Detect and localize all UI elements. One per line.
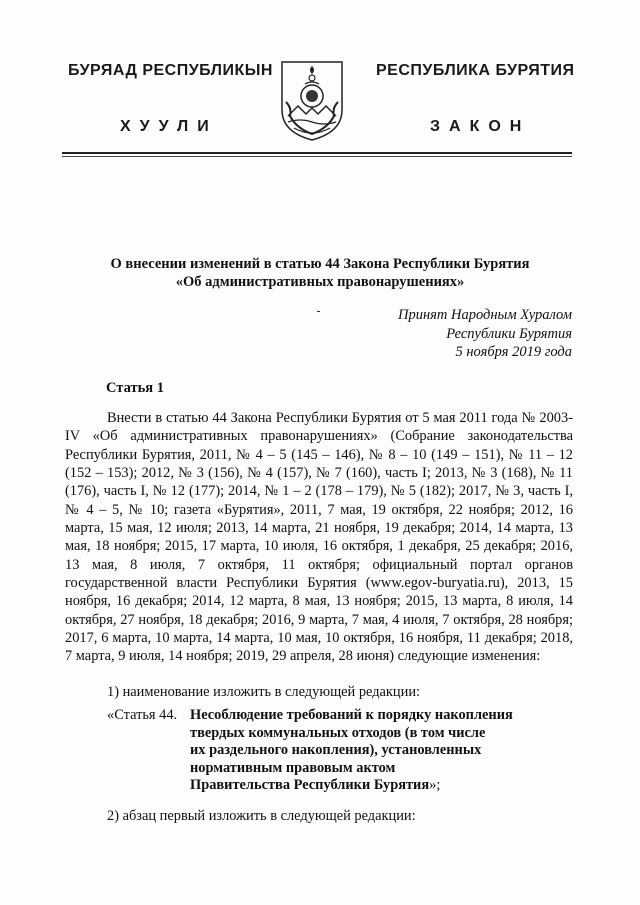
header-right-subtitle: ЗАКОН [430, 118, 531, 135]
quote-line-5-text: Правительства Республики Бурятия [190, 777, 430, 793]
article-body-paragraph: Внести в статью 44 Закона Республики Бурятия от 5 мая 2011 года № 2003-IV «Об административных правонарушениях» (Собрание законодательства Республики Бурятия, 2011, № 4 – 5 (145 – 146), № 8 – 10 (149 – 151), № 11 – 12 (152 – 153); 2012, № 3 (156), № 4 (157), № 7 (160), часть I; 2013, № 3 (168), № 11 (176), часть I, № 12 (177); 2014, № 1 – 2 (178 – 179), № 5 (182); 2017, № 3, часть I, № 4 – 5, № 10; газета «Бурятия», 2011, 7 мая, 19 октября, 22 ноября; 2012, 16 марта, 15 мая, 12 июля; 2013, 14 марта, 21 ноября, 19 декабря; 2014, 14 марта, 13 мая, 18 ноября; 2015, 17 марта, 10 июля, 16 октября, 1 декабря, 25 декабря; 2016, 13 мая, 8 июля, 7 октября, 11 октября; официальный портал органов государственной власти Республики Бурятия (www.egov-buryatia.ru), 2013, 15 ноября, 16 декабря; 2014, 12 марта, 8 мая, 13 ноября; 2015, 13 марта, 8 июля, 14 октября, 27 ноября, 18 декабря; 2016, 9 марта, 7 мая, 4 июля, 7 октября, 28 ноября; 2017, 6 марта, 10 марта, 14 марта, 10 мая, 10 октября, 16 ноября, 11 декабря; 2018, 7 марта, 9 июля, 14 ноября; 2019, 29 апреля, 28 июня) следующие изменения: [65, 410, 573, 665]
adoption-date: 5 ноября 2019 года [455, 344, 572, 360]
quote-line-1: Несоблюдение требований к порядку накопления [190, 707, 513, 723]
quoted-article-prefix: «Статья 44. [107, 707, 178, 723]
adoption-line1: Принят Народным Хуралом [397, 307, 572, 323]
article-heading: Статья 1 [106, 380, 164, 396]
law-title-line2: «Об административных правонарушениях» [175, 274, 465, 290]
quote-line-5 [190, 777, 570, 795]
law-title-line1: О внесении изменений в статью 44 Закона Республики Бурятия [110, 256, 530, 272]
header-double-rule-bottom [62, 156, 572, 157]
header-left-subtitle: ХУУЛИ [120, 118, 218, 135]
quote-line-4: нормативным правовым актом [190, 759, 396, 776]
quote-line-3: их раздельного накопления), установленных [190, 742, 482, 758]
adoption-line2: Республики Бурятия [446, 325, 572, 342]
adoption-note [300, 306, 572, 362]
quote-line-2: твердых коммунальных отходов (в том числе [190, 724, 486, 741]
header-left-title: БУРЯАД РЕСПУБЛИКЫН [68, 62, 273, 79]
header-double-rule-top [62, 152, 572, 154]
quoted-article-name [190, 707, 570, 795]
coat-of-arms-emblem [278, 58, 346, 142]
header-right-title: РЕСПУБЛИКА БУРЯТИЯ [376, 62, 575, 79]
amendment-item-2: 2) абзац первый изложить в следующей редакции: [107, 808, 416, 824]
amendment-item-1: 1) наименование изложить в следующей редакции: [107, 684, 421, 700]
quote-end: »; [429, 777, 441, 793]
law-title [60, 255, 580, 291]
